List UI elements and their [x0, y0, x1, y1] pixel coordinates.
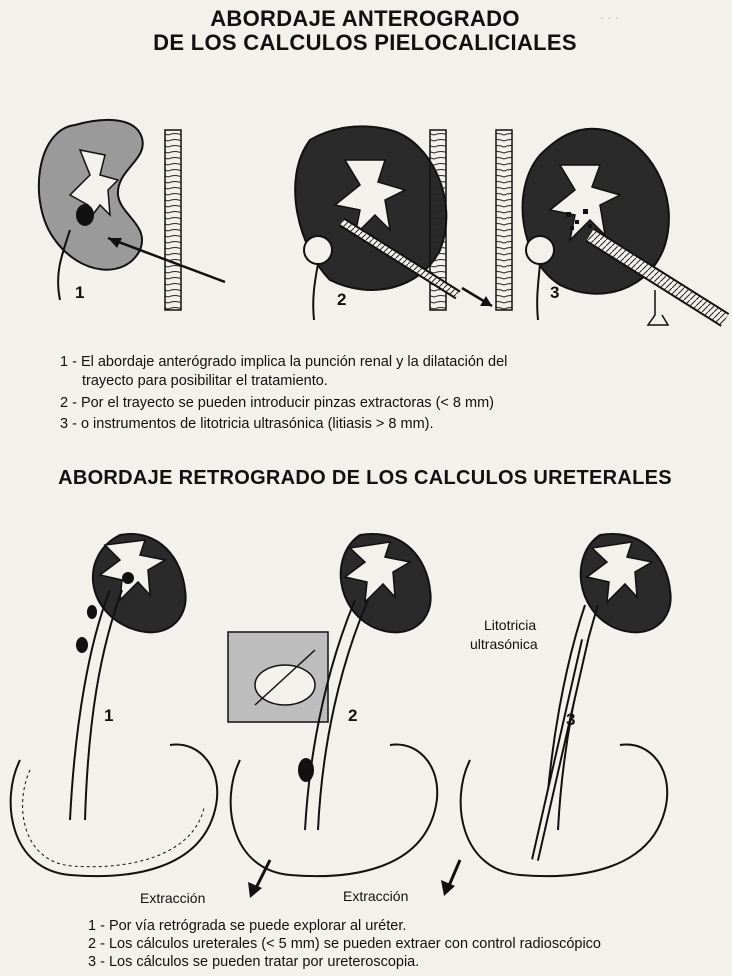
- kidney-figure-1: [39, 120, 225, 310]
- section2-title: ABORDAJE RETROGRADO DE LOS CALCULOS URETERALES: [58, 467, 672, 489]
- section2-fig-number-1: 1: [104, 706, 114, 725]
- section1-caption-3: 3 - o instrumentos de litotricia ultrasónica (litiasis > 8 mm).: [60, 416, 434, 432]
- label-litotricia-line2: ultrasónica: [470, 636, 538, 652]
- page: . . . ABORDAJE ANTEROGRADO DE LOS CALCULOS PIELOCALICIALES 1 2 3 1 - El abordaje anterógrado implica la punción renal y la dilatación del trayecto para posibilitar el tratamiento. 2 - Por el trayecto se pueden introducir pinzas extractoras (< 8 mm) 3 - o instrumentos de litotricia ultrasónica (litiasis > 8 mm). ABORDAJE RETROGRADO DE LOS CALCULOS URETERALES 1 2 3 Litotricia ultrasónica Extracción Extracción 1 - Por vía retrógrada se puede explorar al uréter. 2 - Los cálculos ureterales (< 5 mm) se pueden extraer con control radioscópico 3 - Los cálculos se pueden tratar por ureteroscopia.: [0, 0, 732, 976]
- section1-fig-number-3: 3: [550, 283, 560, 302]
- ureter-figure-3: [461, 534, 671, 876]
- inset-magnified-view: [228, 632, 328, 722]
- extraction-arrow-2: [441, 880, 455, 896]
- section1-caption-1a: 1 - El abordaje anterógrado implica la punción renal y la dilatación del: [60, 354, 508, 370]
- kidney-figure-2: [295, 126, 492, 320]
- section2-fig-number-2: 2: [348, 706, 358, 725]
- calculus-stone: [76, 204, 94, 226]
- label-extraccion-2: Extracción: [343, 888, 409, 904]
- section1-caption-1b: trayecto para posibilitar el tratamiento.: [82, 373, 328, 389]
- section1-title-line1: ABORDAJE ANTEROGRADO: [210, 6, 520, 31]
- kidney-figure-3: [496, 129, 725, 325]
- section2-caption-3: 3 - Los cálculos se pueden tratar por ureteroscopia.: [88, 954, 420, 970]
- section1-fig-number-2: 2: [337, 290, 347, 309]
- extraction-arrow-1: [248, 882, 262, 898]
- ureter-figure-1: [11, 534, 218, 876]
- section1-title-line2: DE LOS CALCULOS PIELOCALICIALES: [153, 30, 577, 55]
- section1-caption-2: 2 - Por el trayecto se pueden introducir pinzas extractoras (< 8 mm): [60, 395, 494, 411]
- section2-caption-1: 1 - Por vía retrógrada se puede explorar al uréter.: [88, 918, 407, 934]
- section2-fig-number-3: 3: [566, 710, 576, 729]
- section1-fig-number-1: 1: [75, 283, 85, 302]
- label-extraccion-1: Extracción: [140, 890, 206, 906]
- label-litotricia-line1: Litotricia: [484, 617, 537, 633]
- section2-caption-2: 2 - Los cálculos ureterales (< 5 mm) se pueden extraer con control radioscópico: [88, 936, 601, 952]
